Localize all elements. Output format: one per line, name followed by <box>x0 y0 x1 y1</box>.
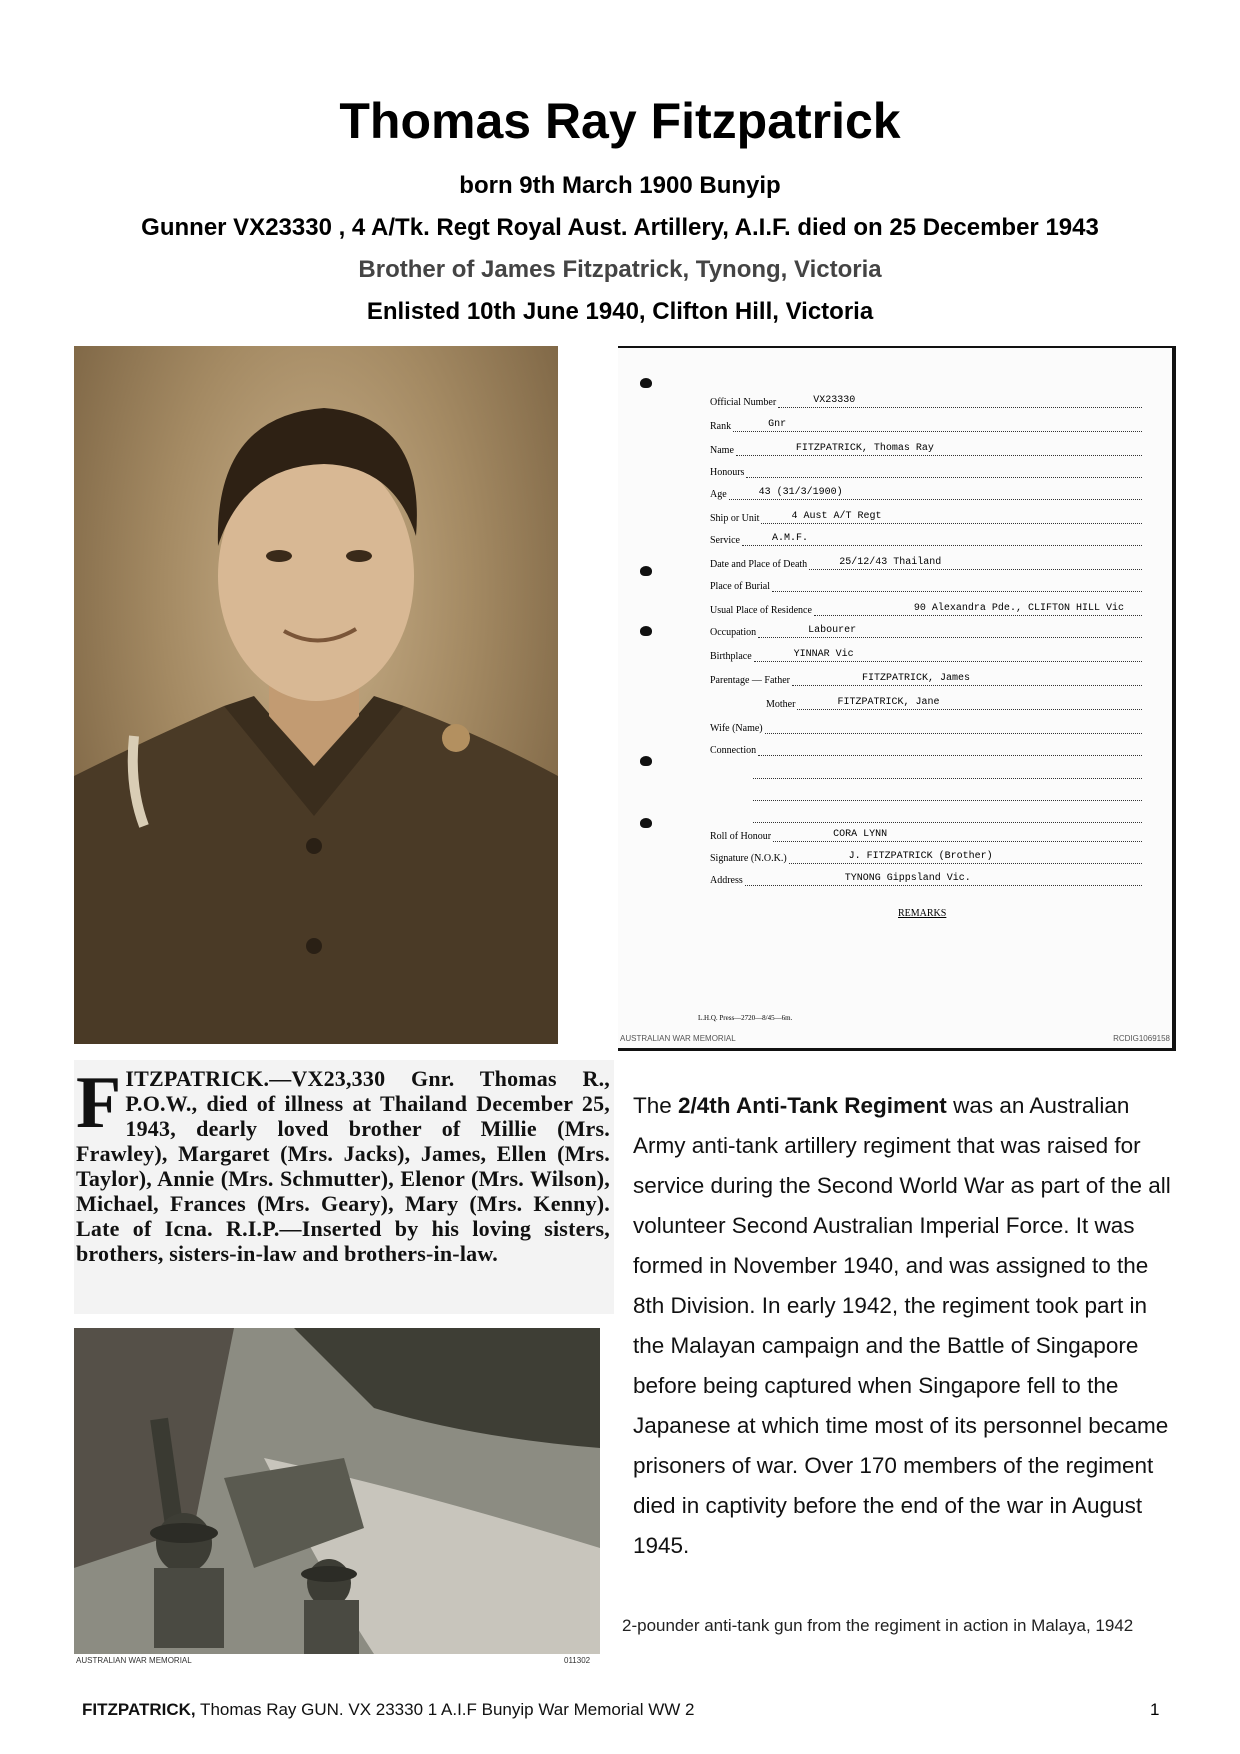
card-fill-line <box>778 395 1142 408</box>
card-row <box>710 386 1142 408</box>
card-fill-line <box>758 625 1142 638</box>
card-value: CORA LYNN <box>833 829 888 840</box>
card-label: Name <box>710 445 734 456</box>
card-fill-line <box>745 873 1142 886</box>
card-label: Occupation <box>710 627 757 638</box>
card-fill-line <box>809 557 1142 570</box>
photo-ref-label: 011302 <box>564 1656 591 1665</box>
birth-line: born 9th March 1900 Bunyip <box>459 172 781 199</box>
card-row <box>710 820 1142 842</box>
card-value: Gnr <box>768 419 787 430</box>
card-value: 43 (31/3/1900) <box>758 487 843 498</box>
soldier-portrait-photo <box>74 346 558 1044</box>
card-label: Mother <box>766 699 796 710</box>
card-label: Wife (Name) <box>710 723 763 734</box>
service-line: Gunner VX23330 , 4 A/Tk. Regt Royal Aust. Artillery, A.I.F. died on 25 December 1943 <box>141 214 1099 241</box>
card-label: Service <box>710 535 740 546</box>
card-row <box>710 664 1142 686</box>
card-label: Address <box>710 875 743 886</box>
card-label: Ship or Unit <box>710 513 760 524</box>
card-value: 25/12/43 Thailand <box>839 557 942 568</box>
card-value: A.M.F. <box>772 533 809 544</box>
card-label: Date and Place of Death <box>710 559 808 570</box>
card-row <box>710 864 1142 886</box>
card-value: 90 Alexandra Pde., CLIFTON HILL Vic <box>913 603 1124 614</box>
card-row <box>710 524 1142 546</box>
card-fill-line <box>736 443 1142 456</box>
history-text: was an Australian Army anti-tank artillery regiment that was raised for service during the Second World War as part of the all volunteer Second Australian Imperial Force. It was formed in November 1940, and was assigned to the 8th Division. In early 1942, the regiment took part in the Malayan campaign and the Battle of Singapore before being captured when Singapore fell to the Japanese at which time most of its personnel became prisoners of war. Over 170 members of the regiment died in captivity before the end of the war in August 1945. <box>633 1093 1171 1558</box>
brother-line: Brother of James Fitzpatrick, Tynong, Victoria <box>358 256 882 283</box>
card-value: J. FITZPATRICK (Brother) <box>848 851 993 862</box>
card-source-label: AUSTRALIAN WAR MEMORIAL <box>620 1034 736 1043</box>
card-label: Roll of Honour <box>710 831 772 842</box>
regiment-history-paragraph <box>633 1086 1173 1566</box>
card-label: Signature (N.O.K.) <box>710 853 787 864</box>
card-row <box>710 478 1142 500</box>
card-fill-line <box>733 419 1142 432</box>
card-fill-line <box>789 851 1142 864</box>
card-row <box>710 712 1142 734</box>
card-fill-line <box>772 579 1142 592</box>
card-label: Birthplace <box>710 651 752 662</box>
card-row <box>710 502 1142 524</box>
card-row <box>710 410 1142 432</box>
card-value: FITZPATRICK, James <box>861 673 971 684</box>
card-row <box>710 434 1142 456</box>
card-fill-line <box>773 829 1142 842</box>
card-blank-line <box>753 800 1142 801</box>
card-value: TYNONG Gippsland Vic. <box>844 873 971 884</box>
remarks-heading: REMARKS <box>898 908 947 919</box>
card-fill-line <box>746 465 1142 478</box>
card-value: Labourer <box>808 625 857 636</box>
history-intro: The <box>633 1093 679 1118</box>
card-fill-line <box>729 487 1142 500</box>
card-value: YINNAR Vic <box>793 649 854 660</box>
card-fill-line <box>754 649 1142 662</box>
notice-text: ITZPATRICK.—VX23,330 Gnr. Thomas R., P.O.W., died of illness at Thailand December 25, 1943, dearly loved brother of Millie (Mrs. Frawley), Margaret (Mrs. Jacks), James, Ellen (Mrs. Taylor), Annie (Mrs. Schmutter), Elenor (Mrs. Wilson), Michael, Frances (Mrs. Geary), Mary (Mrs. Kenny). Late of Icna. R.I.P.—Inserted by his loving sisters, brothers, sisters-in-law and brothers-in-law. <box>76 1066 610 1266</box>
card-fill-line <box>814 603 1142 616</box>
card-fill-line <box>797 697 1142 710</box>
footer-text: Thomas Ray GUN. VX 23330 1 A.I.F Bunyip War Memorial WW 2 <box>195 1700 695 1719</box>
card-row <box>710 842 1142 864</box>
punch-hole <box>640 818 652 828</box>
card-label: Usual Place of Residence <box>710 605 812 616</box>
punch-hole <box>640 626 652 636</box>
card-fill-line <box>742 533 1142 546</box>
card-label: Age <box>710 489 727 500</box>
footer-surname: FITZPATRICK, <box>82 1700 196 1719</box>
card-value: FITZPATRICK, Thomas Ray <box>795 443 934 454</box>
card-row <box>710 456 1142 478</box>
service-record-card <box>618 346 1176 1051</box>
card-value: VX23330 <box>813 395 856 406</box>
card-value: FITZPATRICK, Jane <box>837 697 940 708</box>
card-blank-line <box>753 778 1142 779</box>
card-row <box>710 616 1142 638</box>
card-fill-line <box>765 721 1142 734</box>
card-label: Official Number <box>710 397 777 408</box>
card-label: Parentage — Father <box>710 675 790 686</box>
card-label: Place of Burial <box>710 581 770 592</box>
notice-dropcap: F <box>76 1062 122 1144</box>
punch-hole <box>640 378 652 388</box>
card-fill-line <box>758 743 1142 756</box>
anti-tank-gun-photo <box>74 1328 600 1654</box>
card-row <box>710 734 1142 756</box>
page-number: 1 <box>1150 1700 1160 1719</box>
card-fill-line <box>761 511 1142 524</box>
card-label: Connection <box>710 745 757 756</box>
card-fill-line <box>792 673 1142 686</box>
punch-hole <box>640 756 652 766</box>
press-mark: L.H.Q. Press—2720—8/45—6m. <box>698 1014 793 1022</box>
card-row <box>710 594 1142 616</box>
card-ref-label: RCDIG1069158 <box>1113 1034 1170 1043</box>
page-title: Thomas Ray Fitzpatrick <box>339 93 901 149</box>
newspaper-death-notice <box>74 1060 614 1314</box>
punch-hole <box>640 566 652 576</box>
enlisted-line: Enlisted 10th June 1940, Clifton Hill, Victoria <box>366 298 874 325</box>
photo-source-label: AUSTRALIAN WAR MEMORIAL <box>76 1656 192 1665</box>
card-value: 4 Aust A/T Regt <box>791 511 882 522</box>
regiment-name: 2/4th Anti-Tank Regiment <box>678 1093 947 1118</box>
card-row <box>710 640 1142 662</box>
photo-caption: 2-pounder anti-tank gun from the regiment in action in Malaya, 1942 <box>622 1616 1134 1635</box>
card-label: Honours <box>710 467 745 478</box>
card-row <box>766 688 1142 710</box>
card-row <box>710 570 1142 592</box>
card-row <box>710 548 1142 570</box>
page-footer <box>82 1700 694 1720</box>
card-blank-line <box>753 822 1142 823</box>
card-label: Rank <box>710 421 732 432</box>
